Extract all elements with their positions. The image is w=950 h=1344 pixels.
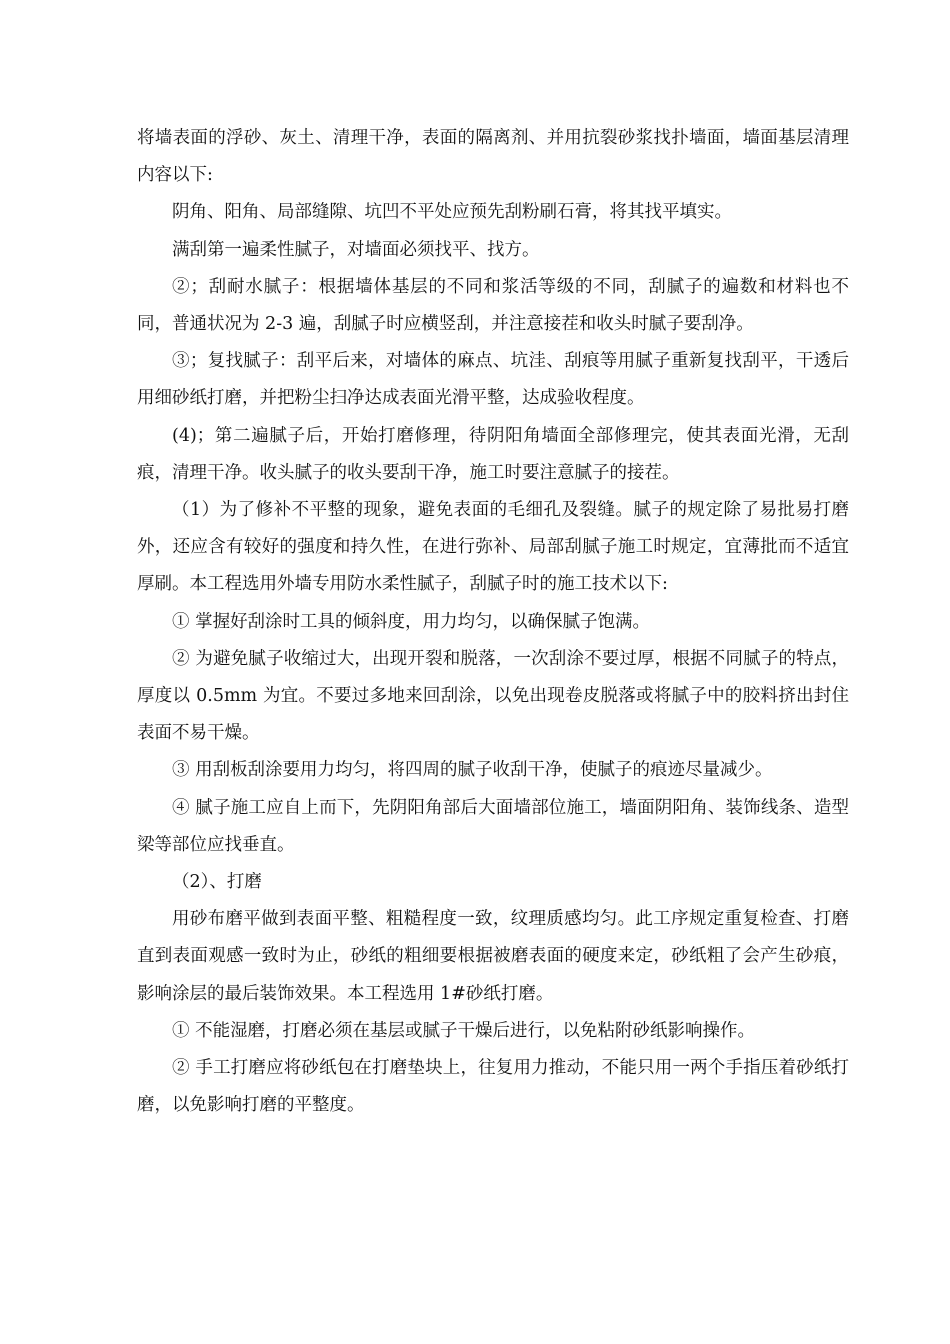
paragraph-7: （1）为了修补不平整的现象，避免表面的毛细孔及裂缝。腻子的规定除了易批易打磨外，还应含有较好的强度和持久性，在进行弥补、局部刮腻子施工时规定，宜薄批而不适宜厚刷。本工程选用外墙专用防水柔性腻子，刮腻子时的施工技术以下: (137, 500, 849, 595)
paragraph-10: ③ 用刮板刮涂要用力均匀，将四周的腻子收刮干净，使腻子的痕迹尽量减少。 (172, 760, 773, 781)
section-heading-sanding: （2）、打磨 (172, 872, 262, 893)
paragraph-4: ②；刮耐水腻子：根据墙体基层的不同和浆活等级的不同，刮腻子的遍数和材料也不同，普通状况为 2-3 遍，刮腻子时应横竖刮，并注意接茬和收头时腻子要刮净。 (137, 276, 849, 335)
paragraph-1: 将墙表面的浮砂、灰土、清理干净，表面的隔离剂、并用抗裂砂浆找扑墙面，墙面基层清理内容以下: (137, 128, 849, 186)
paragraph-14: ① 不能湿磨，打磨必须在基层或腻子干燥后进行，以免粘附砂纸影响操作。 (172, 1020, 756, 1041)
paragraph-2: 阴角、阳角、局部缝隙、坑凹不平处应预先刮粉刷石膏，将其找平填实。 (172, 202, 732, 223)
paragraph-9: ② 为避免腻子收缩过大，出现开裂和脱落，一次刮涂不要过厚，根据不同腻子的特点，厚度以 0.5mm 为宜。不要过多地来回刮涂，以免出现卷皮脱落或将腻子中的胶料挤出封住表面不易干燥。 (137, 648, 849, 744)
paragraph-8: ① 掌握好刮涂时工具的倾斜度，用力均匀，以确保腻子饱满。 (172, 611, 651, 632)
paragraph-15: ② 手工打磨应将砂纸包在打磨垫块上，往复用力推动，不能只用一两个手指压着砂纸打磨，以免影响打磨的平整度。 (137, 1058, 849, 1116)
paragraph-13: 用砂布磨平做到表面平整、粗糙程度一致，纹理质感均匀。此工序规定重复检查、打磨直到表面观感一致时为止，砂纸的粗细要根据被磨表面的硬度来定，砂纸粗了会产生砂痕，影响涂层的最后装饰效果。本工程选用 1#砂纸打磨。 (137, 909, 849, 1004)
paragraph-11: ④ 腻子施工应自上而下，先阴阳角部后大面墙部位施工，墙面阴阳角、装饰线条、造型梁等部位应找垂直。 (137, 797, 849, 855)
paragraph-5: ③；复找腻子：刮平后来，对墙体的麻点、坑洼、刮痕等用腻子重新复找刮平，干透后用细砂纸打磨，并把粉尘扫净达成表面光滑平整，达成验收程度。 (137, 351, 849, 409)
paragraph-3: 满刮第一遍柔性腻子，对墙面必须找平、找方。 (172, 239, 540, 260)
document-body (137, 120, 849, 1124)
paragraph-6: (4)；第二遍腻子后，开始打磨修理，待阴阳角墙面全部修理完，使其表面光滑，无刮痕，清理干净。收头腻子的收头要刮干净，施工时要注意腻子的接茬。 (137, 425, 849, 483)
